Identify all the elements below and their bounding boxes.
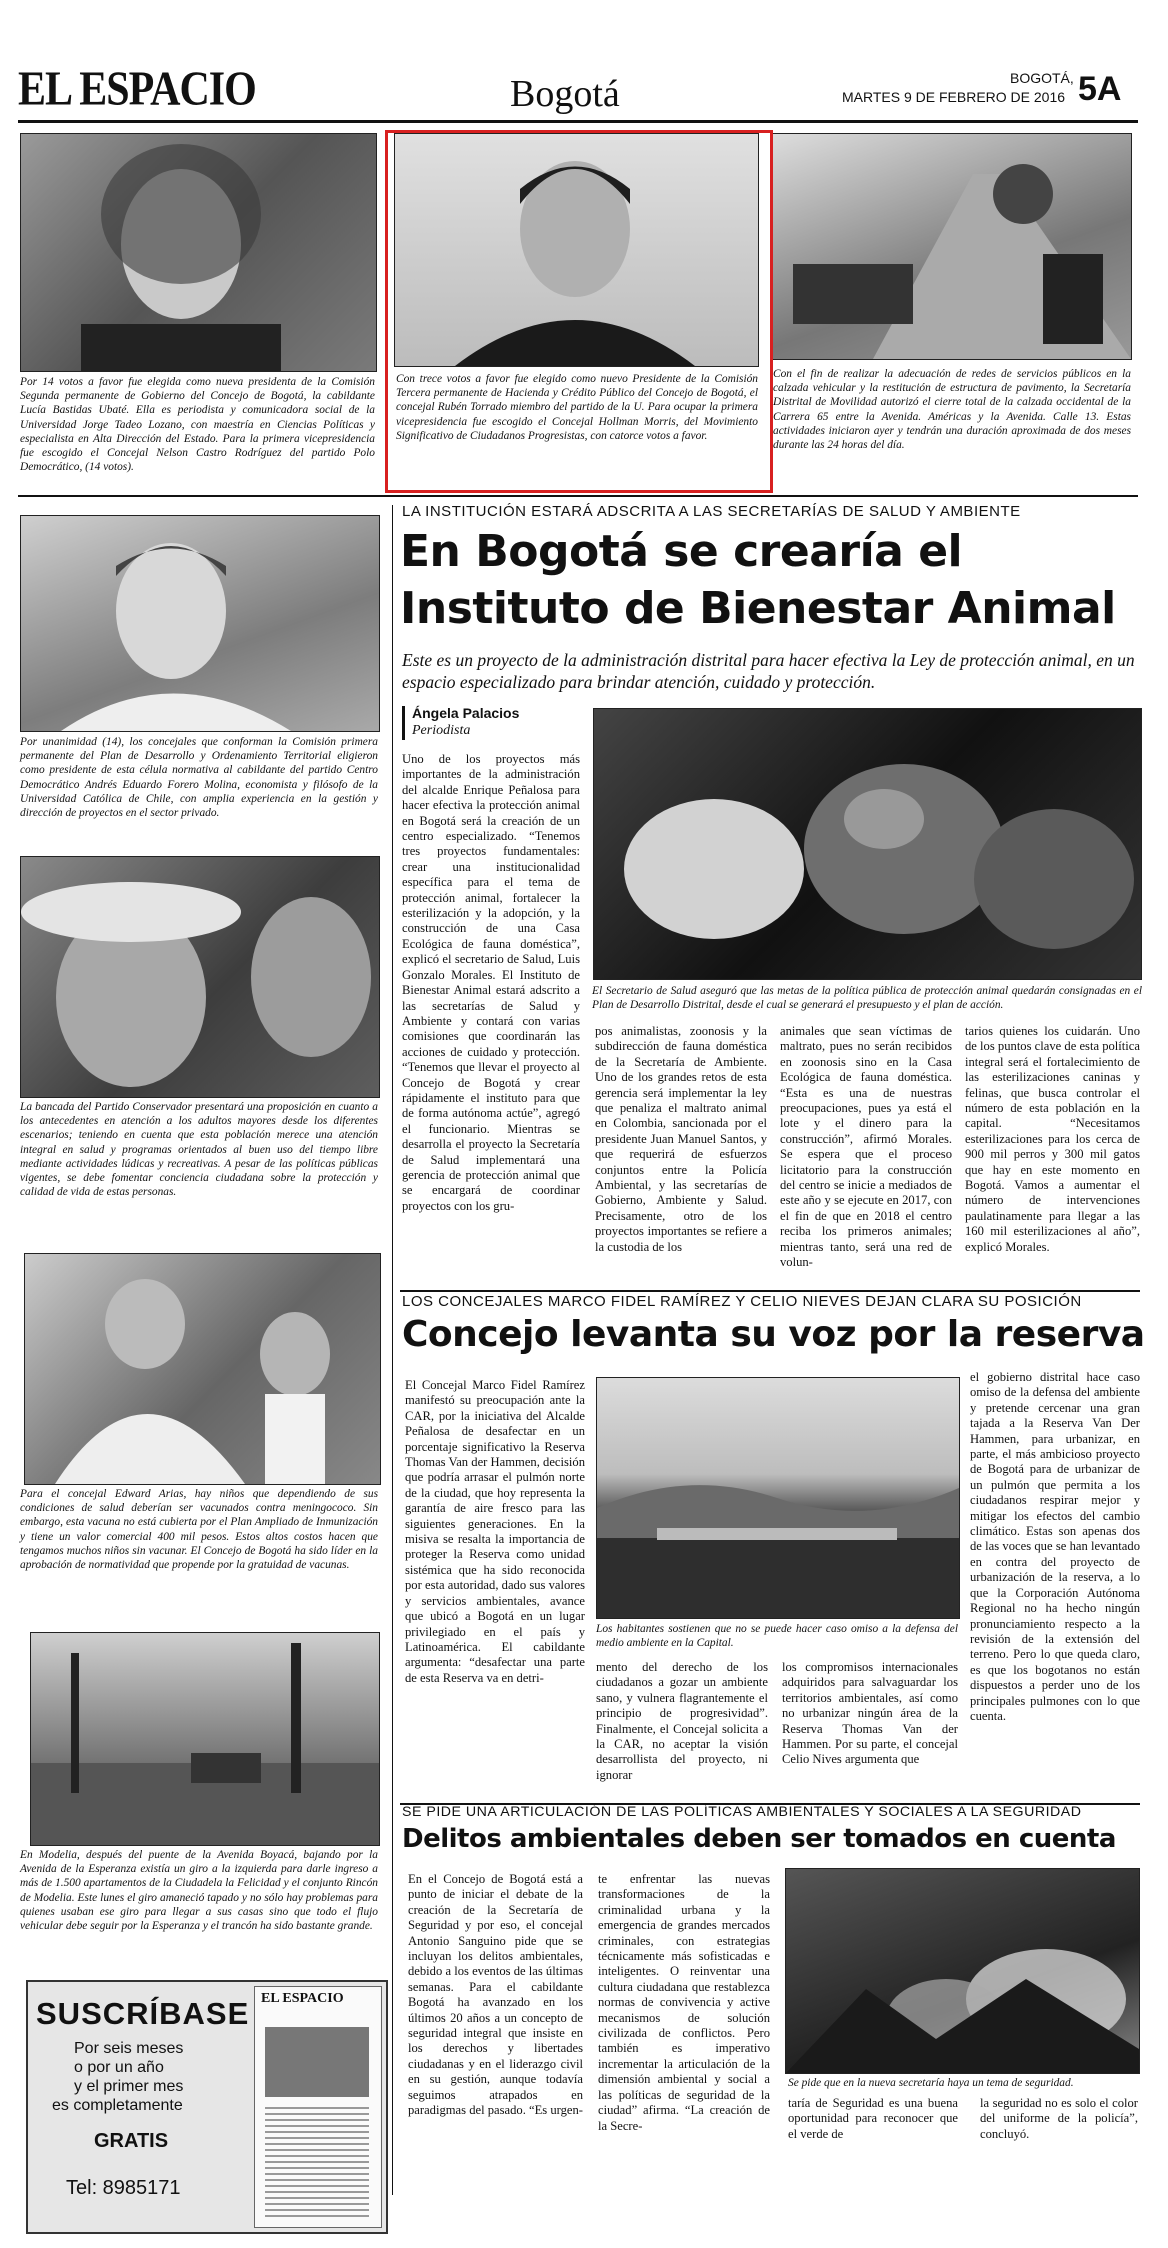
article1-column-4: tarios quienes los cuidarán. Uno de los puntos clave de esta política integral será el fortalecimiento de las esterilizaciones caninas y felinas, que busca controlar el número de esta población en la capital. “Necesitamos esterilizaciones para los cerca de 900 mil perros y 300 mil gatos que hay en este momento en Bogotá. Vamos a aumentar el número de intervenciones paulatinamente para llegar a las 160 mil esterilizaciones al año”, explicó Morales. (965, 1024, 1140, 1254)
caption-side-3: Para el concejal Edward Arias, hay niños que dependiendo de sus condiciones de salud deberían ser vacunados contra meningococo. Sin embargo, esta vacuna no está cubierta por el Plan Ampliado de Inmunización y tiene un valor comercial 400 mil pesos. Estos altos costos hacen que tengamos muchos niños sin vacunar. El Concejo de Bogotá ha sido líder en la aprobación de normatividad que propende por la gratuidad de vacunas. (20, 1488, 378, 1572)
masthead-rule (18, 120, 1138, 123)
subscribe-line-4: es completamente (52, 2097, 183, 2114)
newspaper-thumbnail-text (265, 2107, 369, 2217)
article3-headline: Delitos ambientales deben ser tomados en cuenta (402, 1824, 1116, 1854)
article2-column-2: mento del derecho de los ciudadanos a gozar un ambiente sano, y vulnera flagrantemente el principio de progresividad”. Finalmente, el Concejal solicita a la CAR, no aceptar la visión desarrollista del proyecto, ni ignorar (596, 1660, 768, 1782)
subscribe-phone[interactable]: Tel: 8985171 (66, 2177, 181, 2199)
caption-top-right: Con el fin de realizar la adecuación de redes de servicios públicos en la calzada vehicular y la restitución de estructura de pavimento, la Secretaría Distrital de Movilidad autorizó el cierre total de la calzada occidental de la Carrera 65 entre la Avenida. Américas y la Avenida. Calle 13. Estas actividades iniciaron ayer y tendrán una duración aproximada de dos meses durante las 24 horas del día. (773, 368, 1131, 452)
side-photo-4 (30, 1632, 380, 1846)
article1-deck: Este es un proyecto de la administración distrital para hacer efectiva la Ley de protección animal, en un espacio especializado para brindar atención, cuidado y protección. (402, 650, 1135, 692)
top-photo-right (772, 133, 1132, 360)
article1-column-3: animales que sean víctimas de maltrato, pues no serán recibidos en zoonosis sino en la Casa Ecológica de fauna doméstica. “Esta es una de nuestras preocupaciones, pues ya está el lote y el dinero para la construcción”, afirmó Morales. Se espera que el proceso licitatorio para la construcción del centro se inicie a mediados de este año y se ejecute en 2017, con el fin de que en 2018 el centro reciba los primeros animales; mientras tanto, será una red de volun- (780, 1024, 952, 1270)
byline-bar (402, 706, 405, 740)
top-photo-left (20, 133, 377, 372)
subscribe-line-2: o por un año (74, 2059, 164, 2076)
dateline-date: MARTES 9 DE FEBRERO DE 2016 (842, 89, 1066, 105)
article2-column-3: los compromisos internacionales adquiridos para salvaguardar los territorios ambientales, así como no urbanizar ningún área de la Reserva Thomas Van der Hammen. Por su parte, el concejal Celio Nives argumenta que (782, 1660, 958, 1767)
article1-kicker: LA INSTITUCIÓN ESTARÁ ADSCRITA A LAS SECRETARÍAS DE SALUD Y AMBIENTE (402, 503, 1021, 520)
article1-column-1: Uno de los proyectos más importantes de la administración del alcalde Enrique Peñalosa para hacer efectiva la protección animal en Bogotá será la creación de un centro especializado. “Tenemos tres proyectos fundamentales: crear una institucionalidad específica para el tema de protección animal, fortalecer la esterilización y la adopción, y la construcción de una Casa Ecológica de fauna doméstica”, explicó el secretario de Salud, Luis Gonzalo Morales. El Instituto de Bienestar Animal estará adscrito a las secretarías de Salud y Ambiente y contará con varias comisiones que coordinarán las acciones de cuidado y protección. “Tenemos que llevar el proyecto al Concejo de Bogotá y crear rápidamente el instituto para que de forma autónoma actúe”, agregó el funcionario. Mientras se desarrolla el proyecto la Secretaría de Salud implementará una gerencia de protección animal que se encargará de coordinar proyectos con los gru- (402, 752, 580, 1213)
article2-reserve-photo (596, 1377, 960, 1619)
side-photo-2 (20, 856, 380, 1098)
newspaper-thumbnail-photo (265, 2027, 369, 2097)
newspaper-thumbnail (254, 1986, 382, 2228)
subscribe-ad[interactable] (26, 1980, 388, 2234)
article1-byline-name: Ángela Palacios (412, 705, 520, 721)
article1-headline-line1: En Bogotá se crearía el (400, 526, 963, 577)
article3-column-2: te enfrentar las nuevas transformaciones de la criminalidad urbana y la emergencia de grandes mercados criminales, con estrategias técnicamente más sofisticadas e inteligentes. O reinventar una cultura ciudadana que restablezca normas de convivencia y active mecanismos de solución civilizada de conflictos. Pero también es imperativo incrementar la articulación de la dimensión ambiental y social a las políticas de seguridad de la ciudad” afirma. “La creación de la Secre- (598, 1872, 770, 2133)
caption-top-left: Por 14 votos a favor fue elegida como nueva presidenta de la Comisión Segunda permanente de Gobierno del Concejo de Bogotá, la cabildante Lucía Bastidas Ubaté. Ella es periodista y comunicadora social de la Universidad Jorge Tadeo Lozano, con maestría en Ciencias Políticas y especialista en Alta Dirección del Estado. Para la primera vicepresidencia fue escogido el Concejal Nelson Castro Rodríguez del partido Polo Democrático, (14 votos). (20, 376, 375, 474)
article1-column-2: pos animalistas, zoonosis y la subdirección de fauna doméstica de la Secretaría de Ambiente. Uno de los grandes retos de esta gerencia será implementar la ley que penaliza el maltrato animal en Colombia, sancionada por el presidente Juan Manuel Santos, y que requerirá de esfuerzos conjuntos entre la Policía Ambiental, y las secretarías de Gobierno, Ambiente y Salud. Precisamente, otro de los proyectos importantes se refiere a la custodia de los (595, 1024, 767, 1254)
article3-fire-photo (785, 1868, 1140, 2074)
side-photo-1 (20, 515, 380, 732)
caption-side-4: En Modelia, después del puente de la Avenida Boyacá, bajando por la Avenida de la Esperanza existía un giro a la izquierda para darle ingreso a más de 1.500 apartamentos de la Ciudadela la Felicidad y el conjunto Rincón de Modelia. Este lunes el giro amaneció tapado y no sólo hay problemas para quienes usaban ese giro para llegar a sus casas sino que todo el flujo vehicular debe seguir por la Esperanza y el trancón ha sido bastante grande. (20, 1849, 378, 1933)
article2-column-4: el gobierno distrital hace caso omiso de la defensa del ambiente y pretende cercenar una gran tajada a la Reserva Van Der Hammen, para urbanizar, en parte, el más ambicioso proyecto de Bogotá para de urbanizar de un pulmón que permita a los ciudadanos respirar mejor y mitigar los efectos del cambio climático. Estas son apenas dos de las voces que se han levantado en contra del proyecto de urbanización de la reserva, a lo que la Corporación Autónoma Regional no ha hecho ningún pronunciamiento respecto a la revisión de la extensión del terreno. Pero lo que queda claro, es que los bogotanos no están dispuestos a perder uno de los principales pulmones con lo que cuenta. (970, 1370, 1140, 1723)
article3-column-3: taría de Seguridad es una buena oportunidad para reconocer que el verde de (788, 2096, 958, 2141)
article1-bottom-rule (400, 1290, 1140, 1292)
caption-side-1: Por unanimidad (14), los concejales que conforman la Comisión primera permanente del Plan de Desarrollo y Ordenamiento Territorial eligieron como presidente de esta célula normativa al cabildante del partido Centro Democrático Andrés Eduardo Forero Molina, economista y filósofo de la Universidad Católica de Chile, con amplia experiencia en la gestión y dirección de proyectos en el sector privado. (20, 736, 378, 820)
newspaper-logo: EL ESPACIO (18, 63, 256, 117)
article3-kicker: SE PIDE UNA ARTICULACIÓN DE LAS POLÍTICAS AMBIENTALES Y SOCIALES A LA SEGURIDAD (402, 1804, 1082, 1820)
newspaper-thumbnail-logo: EL ESPACIO (261, 1991, 344, 2006)
article2-column-1: El Concejal Marco Fidel Ramírez manifestó su preocupación ante la CAR, por la iniciativa del Alcalde Peñalosa de desafectar en un porcentaje significativo la Reserva Thomas Van der Hammen, decisión que podría arrasar el pulmón norte de la ciudad, que hoy representa la garantía de aire fresco para las siguientes generaciones. En la misiva se resalta la importancia de proteger la Reserva como unidad sistémica que ha sido reconocida por esta autoridad, dado sus valores y servicios ambientales, avance que ubicó a Bogotá en un lugar privilegiado en el país y Latinoamérica. El cabildante argumenta: “desafectar una parte de esta Reserva va en detri- (405, 1378, 585, 1685)
dateline-city: BOGOTÁ, (1010, 70, 1074, 86)
article2-photo-caption: Los habitantes sostienen que no se puede hacer caso omiso a la defensa del medio ambiente en la Capital. (596, 1623, 958, 1650)
article2-kicker: LOS CONCEJALES MARCO FIDEL RAMÍREZ Y CELIO NIEVES DEJAN CLARA SU POSICIÓN (402, 1293, 1082, 1310)
subscribe-free: GRATIS (94, 2130, 169, 2152)
caption-top-center: Con trece votos a favor fue elegido como nuevo Presidente de la Comisión Tercera permanente de Hacienda y Crédito Público del Concejo de Bogotá, el concejal Rubén Torrado miembro del partido de la U. Para ocupar la primera vicepresidencia fue escogido el Concejal Hollman Morris, del Movimiento Significativo de Ciudadanos Progresistas, con catorce votos a favor. (396, 373, 758, 442)
article3-column-4: la seguridad no es solo el color del uniforme de la policía”, concluyó. (980, 2096, 1138, 2141)
article2-headline: Concejo levanta su voz por la reserva (402, 1314, 1145, 1355)
article1-byline-role: Periodista (412, 723, 471, 738)
subscribe-line-3: y el primer mes (74, 2078, 184, 2095)
subscribe-line-1: Por seis meses (74, 2040, 184, 2057)
top-row-rule (18, 495, 1138, 497)
article1-photo-caption: El Secretario de Salud aseguró que las metas de la política pública de protección animal quedarán consignadas en el Plan de Desarrollo Distrital, desde el cual se generará el presupuesto y el plan de acción. (592, 985, 1142, 1012)
article1-puppies-photo (593, 708, 1142, 980)
left-column-divider (392, 505, 393, 2195)
page-number: 5A (1078, 70, 1122, 108)
subscribe-title: SUSCRÍBASE (36, 1996, 250, 2031)
article1-headline-line2: Instituto de Bienestar Animal (400, 583, 1116, 634)
article3-column-1: En el Concejo de Bogotá está a punto de iniciar el debate de la creación de la Secretaría de Seguridad y por eso, el concejal Antonio Sanguino pide que se incluyan los delitos ambientales, debido a los eventos de las últimas semanas. Para el cabildante Bogotá ha avanzado en los últimos 20 años a un concepto de seguridad integral que insiste en los derechos y libertades ciudadanas y en el liderazgo civil en su gestión, aunque todavía seguimos atrapados en paradigmas del pasado. “Es urgen- (408, 1872, 583, 2118)
section-title: Bogotá (510, 73, 620, 115)
caption-side-2: La bancada del Partido Conservador presentará una proposición en cuanto a los antecedentes en atención a los adultos mayores desde los diferentes escenarios; teniendo en cuenta que esta población merece una atención integral en salud y programas orientados al buen uso del tiempo libre mediante actividades lúdicas y recreativas. A pesar de las políticas públicas vigentes, se debe fomentar conciencia ciudadana sobre la protección y calidad de vida de estas personas. (20, 1101, 378, 1199)
side-photo-3 (24, 1253, 381, 1485)
article3-photo-caption: Se pide que en la nueva secretaría haya un tema de seguridad. (788, 2077, 1074, 2089)
